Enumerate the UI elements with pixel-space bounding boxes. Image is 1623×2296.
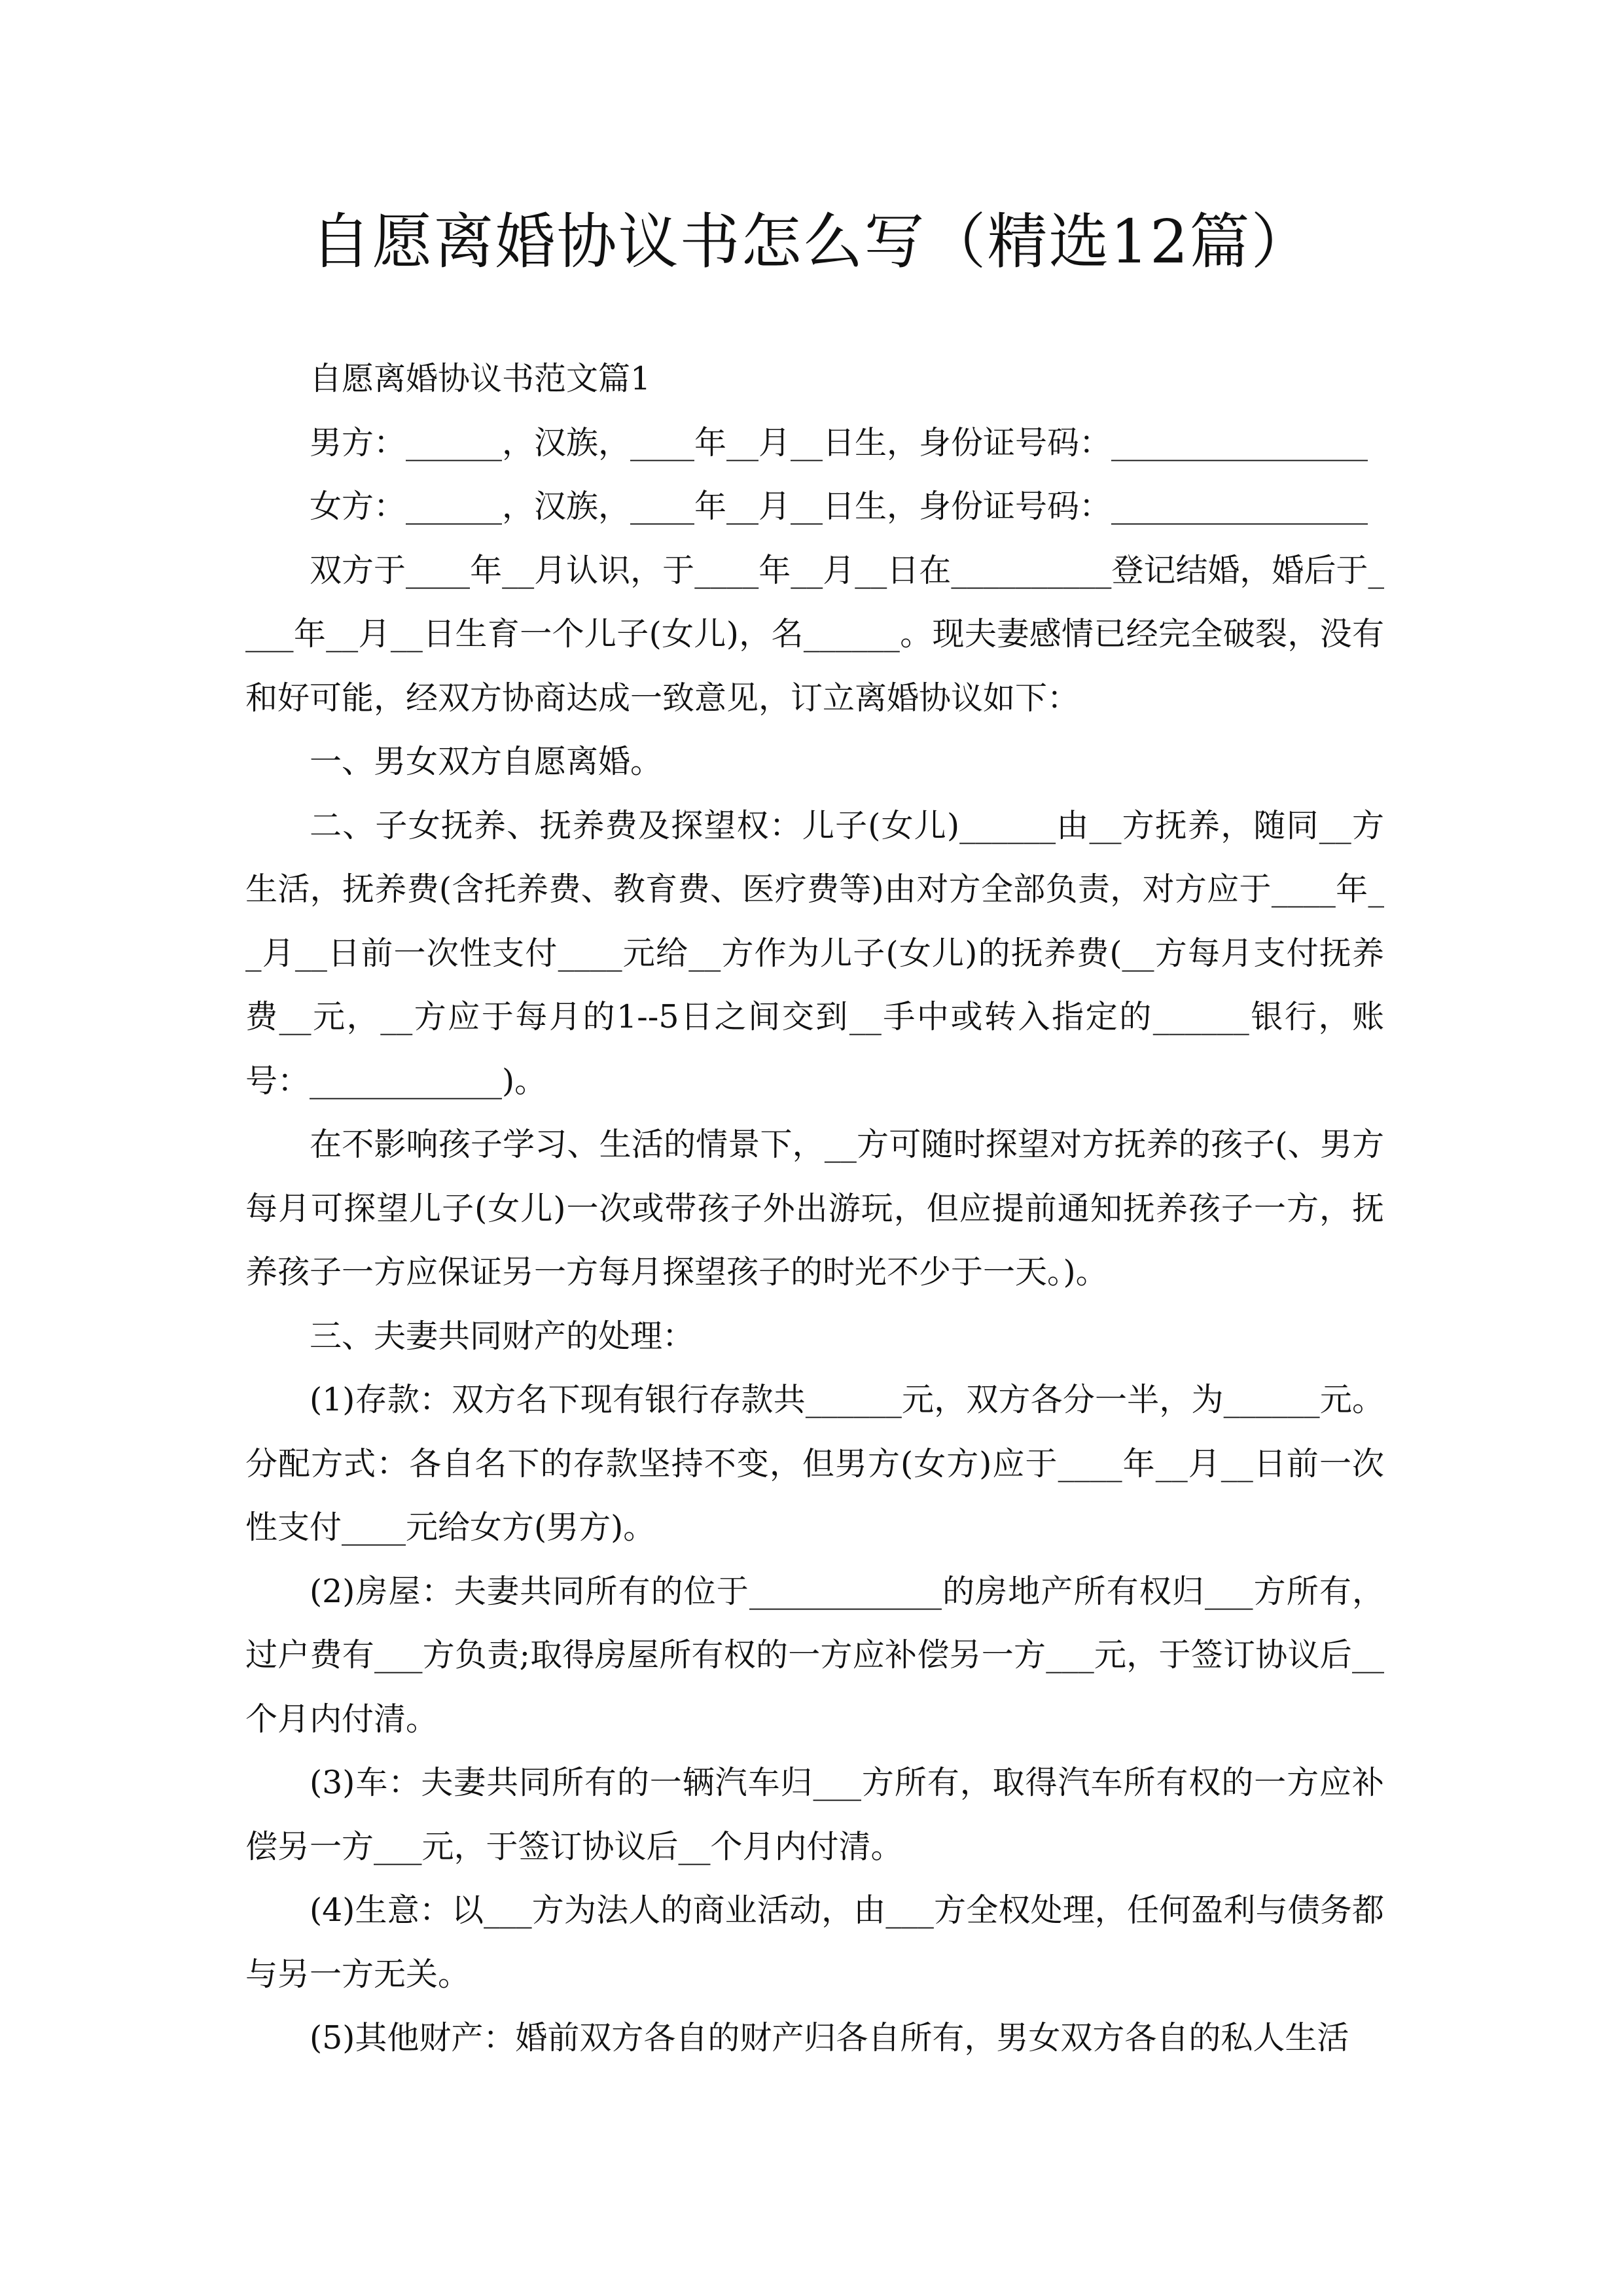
paragraph-male-party: 男方：______，汉族，____年__月__日生，身份证号码：________________ <box>310 423 1368 461</box>
clause-3: 三、夫妻共同财产的处理： <box>310 1317 695 1355</box>
document-title: 自愿离婚协议书怎么写（精选12篇） <box>310 207 1313 277</box>
clause-3-other-property: (5)其他财产：婚前双方各自的财产归各自所有，男女双方各自的私人生活 <box>310 2019 1349 2056</box>
clause-3-house: (2)房屋：夫妻共同所有的位于____________的房地产所有权归___方所有，过户费有___方负责;取得房屋所有权的一方应补偿另一方___元，于签订协议后__个月内付清。 <box>245 1572 1384 1738</box>
paragraph-background: 双方于____年__月认识，于____年__月__日在__________登记结婚，婚后于____年__月__日生育一个儿子(女儿)，名______。现夫妻感情已经完全破裂，没有和好可能，经双方协商达成一致意见，订立离婚协议如下： <box>245 551 1384 717</box>
section-heading: 自愿离婚协议书范文篇1 <box>310 360 651 397</box>
clause-3-car: (3)车：夫妻共同所有的一辆汽车归___方所有，取得汽车所有权的一方应补偿另一方___元，于签订协议后__个月内付清。 <box>245 1764 1384 1865</box>
document-body <box>245 347 1384 2070</box>
clause-3-deposits: (1)存款：双方名下现有银行存款共______元，双方各分一半，为______元。分配方式：各自名下的存款坚持不变，但男方(女方)应于____年__月__日前一次性支付____元给女方(男方)。 <box>245 1381 1384 1546</box>
paragraph-female-party: 女方：______，汉族，____年__月__日生，身份证号码：________________ <box>310 488 1368 525</box>
clause-3-business: (4)生意：以___方为法人的商业活动，由___方全权处理，任何盈利与债务都与另一方无关。 <box>245 1892 1384 1993</box>
clause-1: 一、男女双方自愿离婚。 <box>310 743 663 780</box>
clause-2-visitation: 在不影响孩子学习、生活的情景下，__方可随时探望对方抚养的孩子(、男方每月可探望儿子(女儿)一次或带孩子外出游玩，但应提前通知抚养孩子一方，抚养孩子一方应保证另一方每月探望孩子的时光不少于一天。)。 <box>245 1126 1384 1291</box>
clause-2: 二、子女抚养、抚养费及探望权：儿子(女儿)______由__方抚养，随同__方生活，抚养费(含托养费、教育费、医疗费等)由对方全部负责，对方应于____年__月__日前一次性支付____元给__方作为儿子(女儿)的抚养费(__方每月支付抚养费__元，__方应于每月的1--5日之间交到__手中或转入指定的______银行，账号：____________)。 <box>245 806 1384 1100</box>
